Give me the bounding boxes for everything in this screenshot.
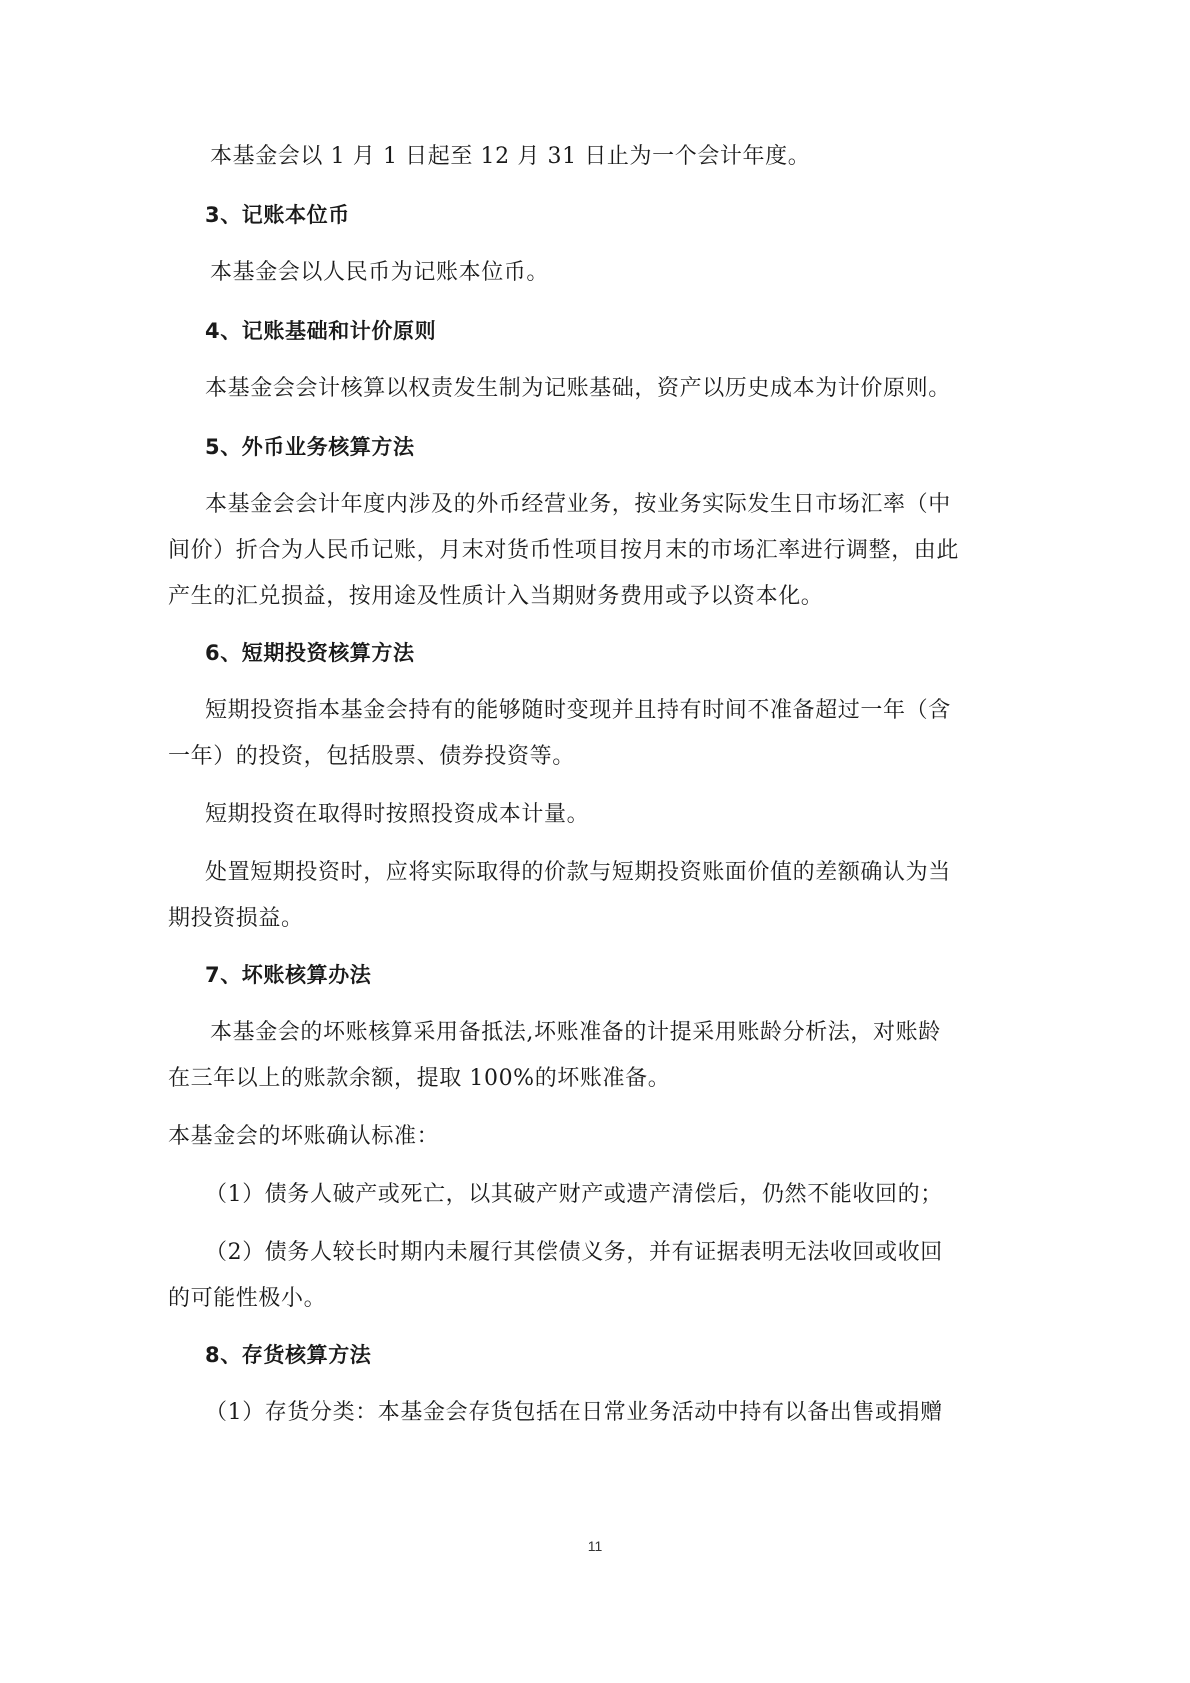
page-number: 11 <box>587 1538 603 1554</box>
paragraph-foreign-currency-line3: 产生的汇兑损益，按用途及性质计入当期财务费用或予以资本化。 <box>168 584 824 609</box>
heading-7-bad-debt: 7、坏账核算办法 <box>205 963 372 987</box>
paragraph-short-term-line1: 短期投资指本基金会持有的能够随时变现并且持有时间不准备超过一年（含 <box>205 698 951 723</box>
paragraph-short-term-measurement: 短期投资在取得时按照投资成本计量。 <box>205 802 590 827</box>
list-item-criterion-2-line2: 的可能性极小。 <box>168 1286 327 1311</box>
paragraph-bad-debt-line2: 在三年以上的账款余额，提取 100%的坏账准备。 <box>168 1066 671 1091</box>
paragraph-inventory-classification: （1）存货分类：本基金会存货包括在日常业务活动中持有以备出售或捐赠 <box>205 1400 943 1425</box>
paragraph-short-term-line2: 一年）的投资，包括股票、债券投资等。 <box>168 744 575 769</box>
list-item-criterion-1: （1）债务人破产或死亡，以其破产财产或遗产清偿后，仍然不能收回的； <box>205 1182 943 1207</box>
heading-4-accounting-basis: 4、记账基础和计价原则 <box>205 319 437 343</box>
paragraph-bad-debt-line1: 本基金会的坏账核算采用备抵法,坏账准备的计提采用账龄分析法，对账龄 <box>210 1020 941 1045</box>
heading-5-foreign-currency: 5、外币业务核算方法 <box>205 435 415 459</box>
paragraph-accounting-basis: 本基金会会计核算以权责发生制为记账基础，资产以历史成本为计价原则。 <box>205 376 951 401</box>
heading-6-short-term-investment: 6、短期投资核算方法 <box>205 641 415 665</box>
paragraph-bad-debt-criteria: 本基金会的坏账确认标准： <box>168 1124 440 1149</box>
paragraph-foreign-currency-line1: 本基金会会计年度内涉及的外币经营业务，按业务实际发生日市场汇率（中 <box>205 492 951 517</box>
paragraph-foreign-currency-line2: 间价）折合为人民币记账，月末对货币性项目按月末的市场汇率进行调整，由此 <box>168 538 960 563</box>
list-item-criterion-2-line1: （2）债务人较长时期内未履行其偿债义务，并有证据表明无法收回或收回 <box>205 1240 943 1265</box>
heading-3-bookkeeping-currency: 3、记账本位币 <box>205 203 350 227</box>
heading-8-inventory: 8、存货核算方法 <box>205 1343 372 1367</box>
paragraph-disposal-line1: 处置短期投资时，应将实际取得的价款与短期投资账面价值的差额确认为当 <box>205 860 951 885</box>
paragraph-fiscal-year: 本基金会以 1 月 1 日起至 12 月 31 日止为一个会计年度。 <box>210 144 811 169</box>
paragraph-disposal-line2: 期投资损益。 <box>168 906 304 931</box>
paragraph-currency: 本基金会以人民币为记账本位币。 <box>210 260 550 285</box>
